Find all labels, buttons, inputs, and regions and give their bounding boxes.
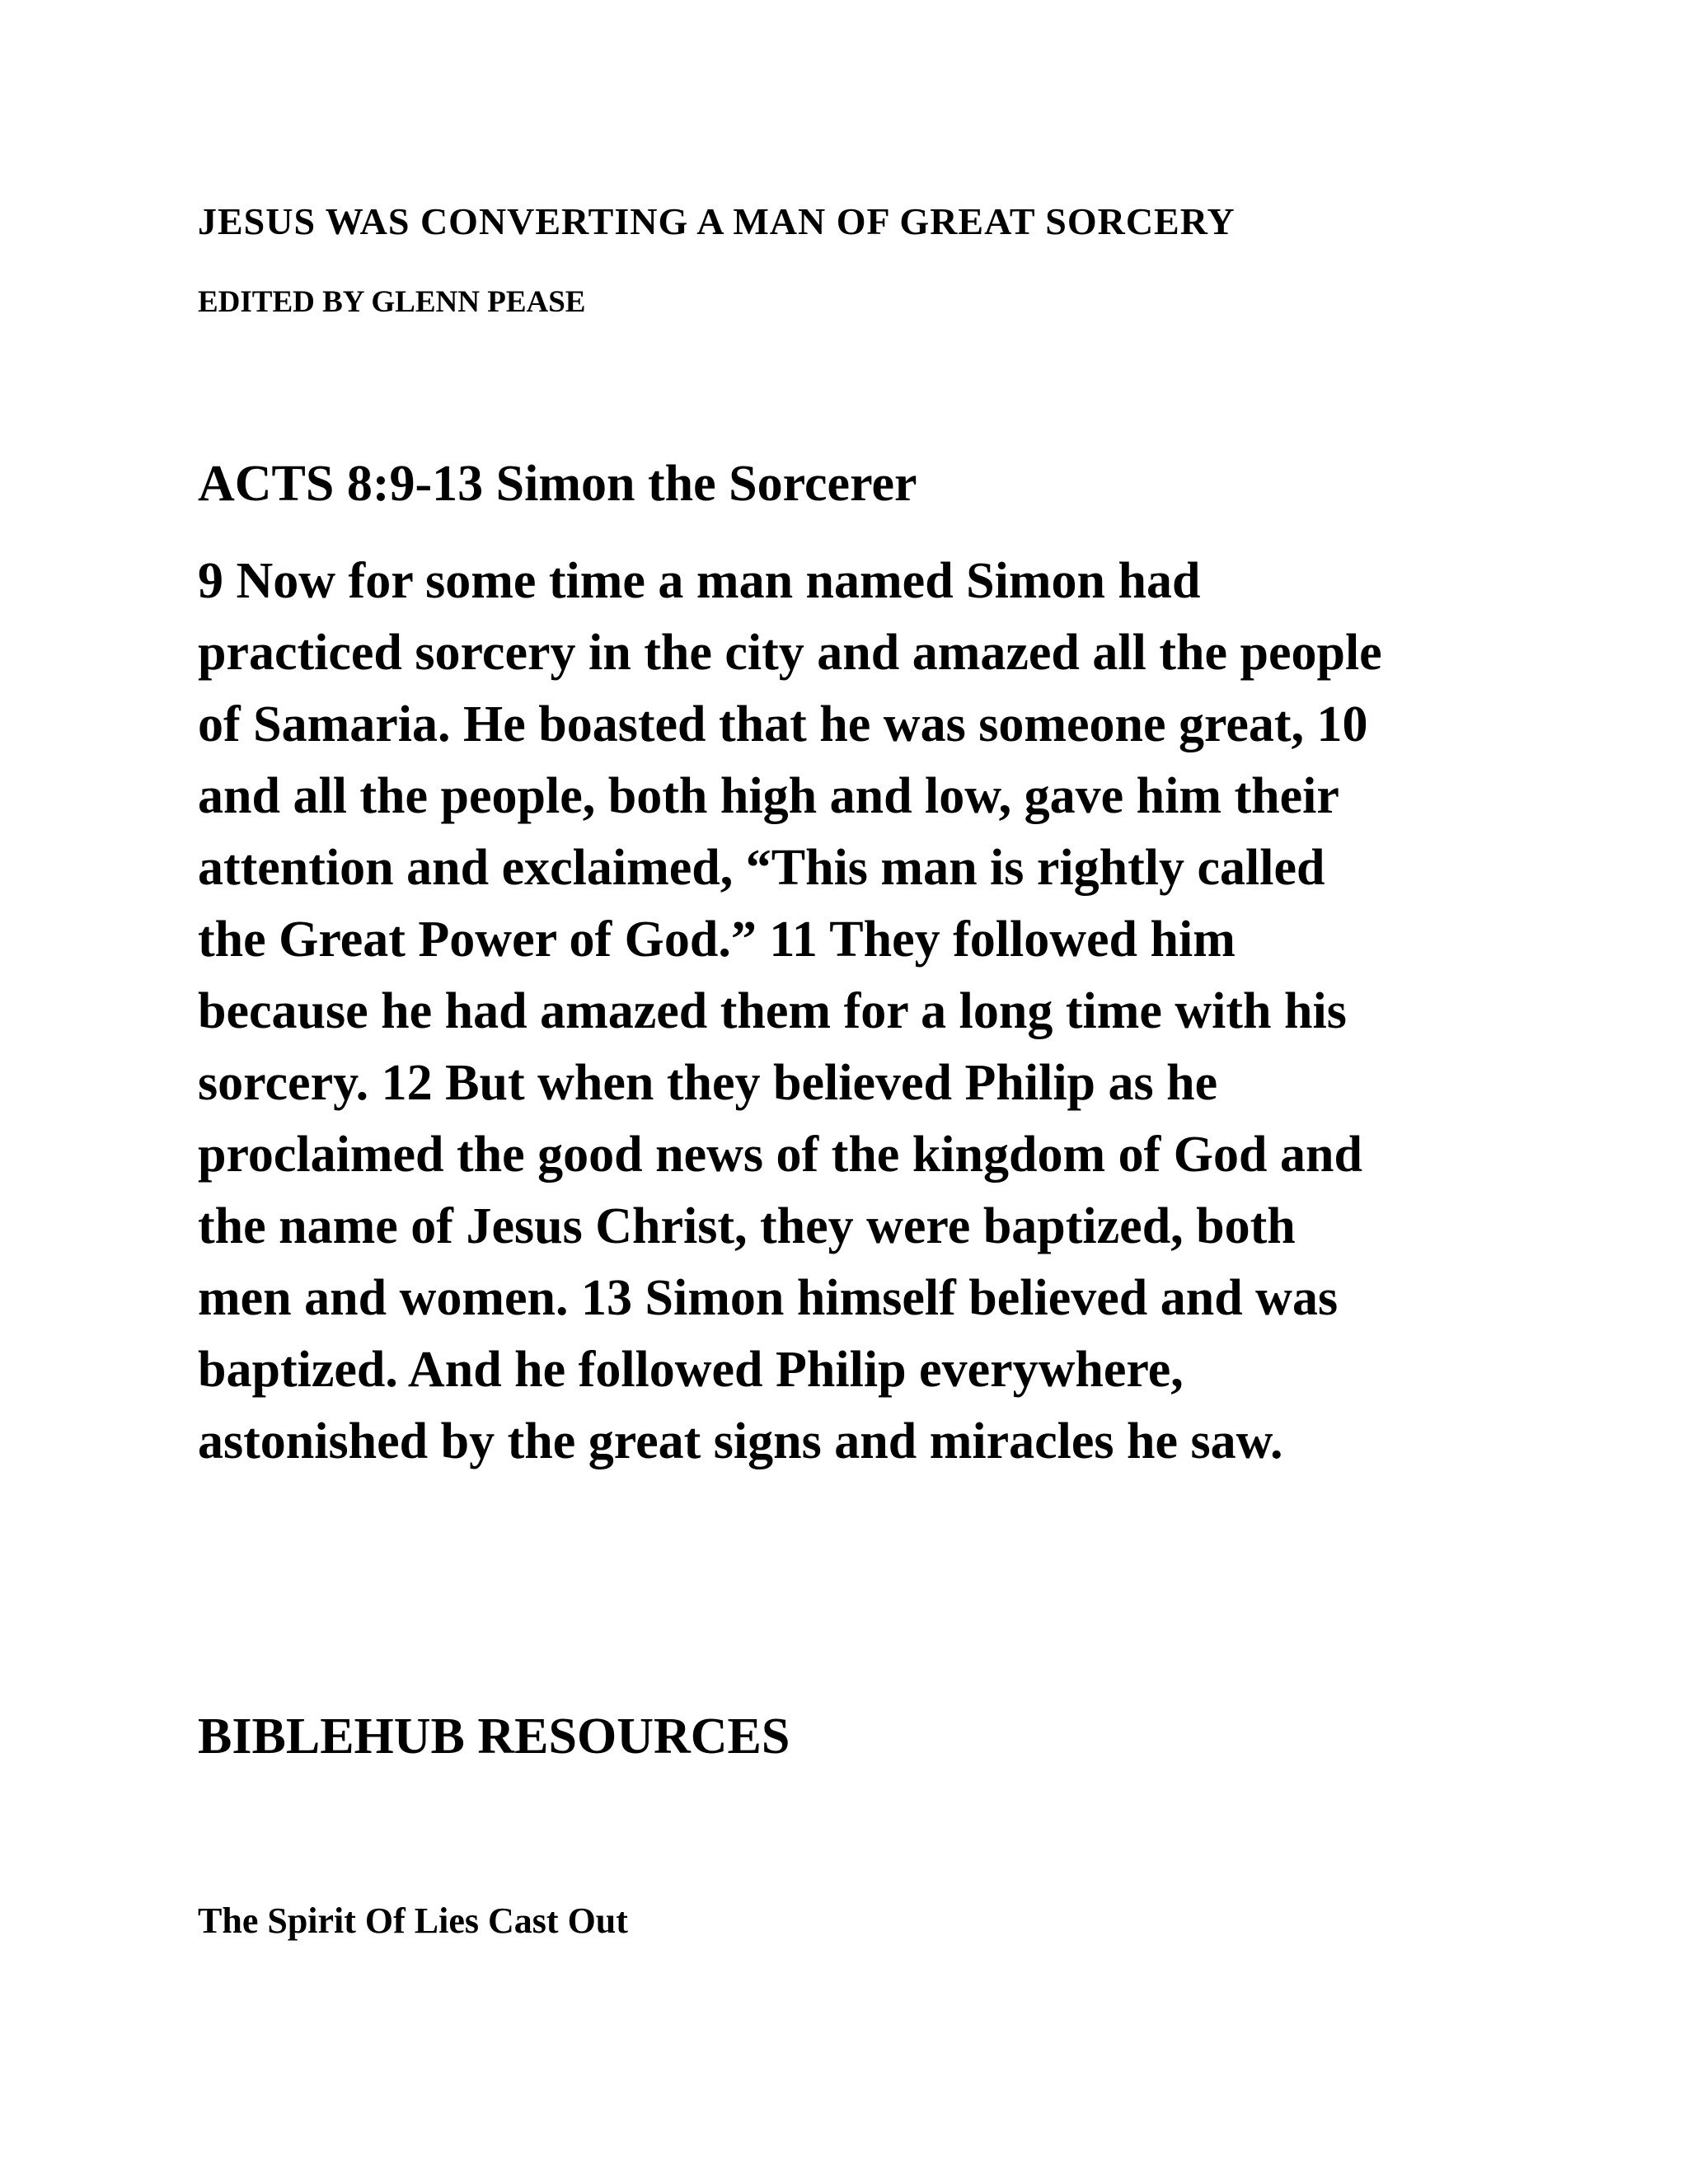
passage-heading: ACTS 8:9-13 Simon the Sorcerer bbox=[198, 456, 917, 512]
document-title: JESUS WAS CONVERTING A MAN OF GREAT SORCERY bbox=[198, 200, 1236, 242]
document-editor: EDITED BY GLENN PEASE bbox=[198, 285, 586, 319]
resources-heading: BIBLEHUB RESOURCES bbox=[198, 1708, 790, 1765]
scripture-line: men and women. 13 Simon himself believed and was bbox=[198, 1270, 1339, 1326]
scripture-line: practiced sorcery in the city and amazed all the people bbox=[198, 625, 1382, 681]
scripture-line: because he had amazed them for a long time with his bbox=[198, 983, 1347, 1039]
scripture-line: the Great Power of God.” 11 They followed him bbox=[198, 912, 1236, 968]
scripture-line: proclaimed the good news of the kingdom of God and bbox=[198, 1127, 1362, 1183]
scripture-line: and all the people, both high and low, gave him their bbox=[198, 768, 1339, 824]
resource-item-title: The Spirit Of Lies Cast Out bbox=[198, 1900, 628, 1941]
scripture-line: attention and exclaimed, “This man is rightly called bbox=[198, 840, 1325, 896]
scripture-line: the name of Jesus Christ, they were baptized, both bbox=[198, 1198, 1296, 1254]
scripture-passage bbox=[198, 546, 1500, 1478]
scripture-line: 9 Now for some time a man named Simon had bbox=[198, 553, 1201, 609]
scripture-line: of Samaria. He boasted that he was someone great, 10 bbox=[198, 696, 1368, 752]
scripture-line: astonished by the great signs and miracles he saw. bbox=[198, 1413, 1283, 1469]
scripture-line: baptized. And he followed Philip everywhere, bbox=[198, 1342, 1184, 1398]
scripture-line: sorcery. 12 But when they believed Philip as he bbox=[198, 1055, 1218, 1111]
